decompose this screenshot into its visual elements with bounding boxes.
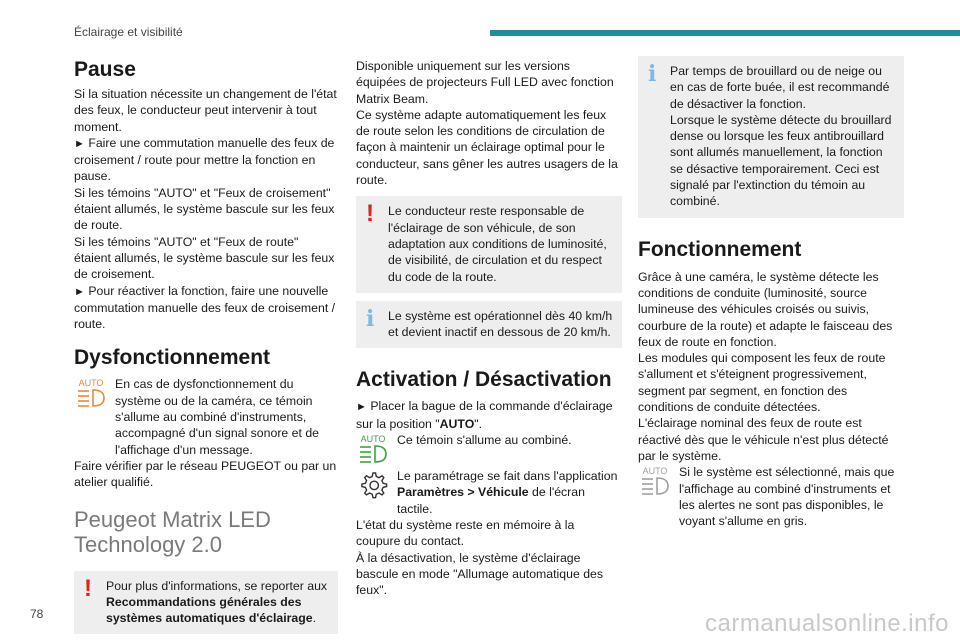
dysfonction-text-2: Faire vérifier par le réseau PEUGEOT ou par un atelier qualifié.: [74, 458, 337, 490]
dysfonction-heading: Dysfonctionnement: [74, 346, 271, 370]
arrow-bullet-icon: ►: [74, 285, 85, 298]
fonctionnement-heading: Fonctionnement: [638, 237, 802, 261]
arrow-bullet-icon: ►: [74, 137, 85, 150]
dysfonction-text-1: En cas de dysfonctionnement du système ou de la caméra, ce témoin s'allume au combiné d'instruments, accompagné d'un signal sonore et de l'affichage d'un message.: [115, 377, 320, 457]
pause-step-2: ► Pour réactiver la fonction, faire une nouvelle commutation manuelle des feux de croisement / route.: [74, 283, 336, 332]
dysfonction-icon-row: [74, 376, 338, 457]
pause-paragraph-3: Si les témoins "AUTO" et "Feux de croisement" étaient allumés, le système bascule sur les feux de route.: [74, 185, 335, 233]
watermark: carmanualsonline.info: [705, 610, 949, 637]
arrow-bullet-icon: ►: [356, 401, 367, 414]
fonctionnement-text-3: L'éclairage nominal des feux de route est réactivé dès que le véhicule n'est plus détecté par le système.: [638, 416, 889, 463]
activation-icon-row: [356, 432, 622, 466]
recommendation-link-text: Recommandations générales des systèmes automatiques d'éclairage: [106, 594, 313, 626]
pause-heading: Pause: [74, 58, 136, 81]
recommendation-warning-note: ! Pour plus d'informations, se reporter aux Recommandations générales des systèmes automatiques d'éclairage.: [74, 571, 338, 635]
column-right: [638, 56, 904, 529]
pause-paragraph-4: Si les témoins "AUTO" et "Feux de route" étaient allumés, le système bascule sur les feux de croisement.: [74, 234, 335, 282]
auto-highbeam-green-icon: [356, 433, 390, 465]
exclamation-warning-icon: !: [366, 200, 374, 228]
info-icon: i: [648, 61, 657, 87]
deactivation-text: À la désactivation, le système d'éclairage bascule en mode "Allumage automatique des feux".: [356, 550, 604, 598]
column-middle: [356, 58, 622, 598]
driver-responsibility-note: ! Le conducteur reste responsable de l'éclairage de son véhicule, de son adaptation aux conditions de luminosité, de visibilité, de circulation et du respect du code de la route.: [356, 196, 622, 292]
memory-text: L'état du système reste en mémoire à la coupure du contact.: [356, 517, 575, 549]
info-icon: i: [366, 305, 375, 332]
activation-step: ► Placer la bague de la commande d'éclairage sur la position "AUTO".: [356, 399, 613, 431]
system-description-text: Ce système adapte automatiquement les feux de route selon les conditions de circulation de façon à maintenir un éclairage optimal pour le conducteur, sans gêner les autres usagers de la route.: [356, 107, 618, 188]
section-title: Éclairage et visibilité: [74, 25, 183, 39]
speed-info-note: i Le système est opérationnel dès 40 km/h et devient inactif en dessous de 20 km/h.: [356, 301, 622, 349]
matrix-led-heading: Peugeot Matrix LED Technology 2.0: [74, 506, 271, 557]
gear-icon: [356, 469, 390, 501]
settings-text: Le paramétrage se fait dans l'application Paramètres > Véhicule de l'écran tactile.: [397, 469, 618, 516]
auto-highbeam-grey-icon: [638, 465, 672, 497]
auto-highbeam-orange-icon: [74, 377, 108, 409]
page-number: 78: [30, 607, 44, 621]
auto-icon-label: AUTO: [78, 378, 104, 389]
fonctionnement-text-2: Les modules qui composent les feux de route s'allument et s'éteignent progressivement, segment par segment, en fonction des conditions de conduite détectées.: [638, 351, 886, 415]
exclamation-warning-icon: !: [84, 574, 92, 602]
fog-info-note: i Par temps de brouillard ou de neige ou en cas de forte buée, il est recommandé de désactiver la fonction. Lorsque le système détecte du brouillard dense ou lorsque les feux antibrouillard sont allumés manuellement, la fonction se désactive temporairement. Ceci est signalé par l'extinction du témoin au combiné.: [638, 56, 904, 218]
fonctionnement-text-1: Grâce à une caméra, le système détecte les conditions de conduite (luminosité, source lumineuse des véhicules croisés ou suivis, courbure de la route) et adapte le faisceau des feux de route en fonction.: [638, 269, 893, 349]
pause-step-1: ► Faire une commutation manuelle des feux de croisement / route pour mettre la fonction en pause.: [74, 135, 335, 184]
column-left: [74, 56, 338, 642]
activation-icon-text: Ce témoin s'allume au combiné.: [397, 433, 572, 448]
settings-icon-row: [356, 468, 622, 517]
header-accent-bar: [490, 30, 960, 36]
grey-indicator-row: [638, 464, 904, 529]
auto-icon-label: AUTO: [642, 466, 668, 477]
auto-icon-label: AUTO: [360, 434, 386, 445]
settings-path-text: Paramètres > Véhicule: [397, 485, 529, 500]
activation-heading: Activation / Désactivation: [356, 368, 612, 392]
pause-paragraph-1: Si la situation nécessite un changement de l'état des feux, le conducteur peut intervenir à tout moment.: [74, 87, 337, 134]
availability-text: Disponible uniquement sur les versions équipées de projecteurs Full LED avec fonction Matrix Beam.: [356, 59, 614, 106]
grey-indicator-text: Si le système est sélectionné, mais que l'affichage au combiné d'instruments et les alertes ne sont pas disponibles, le voyant s'allume en gris.: [679, 465, 895, 529]
